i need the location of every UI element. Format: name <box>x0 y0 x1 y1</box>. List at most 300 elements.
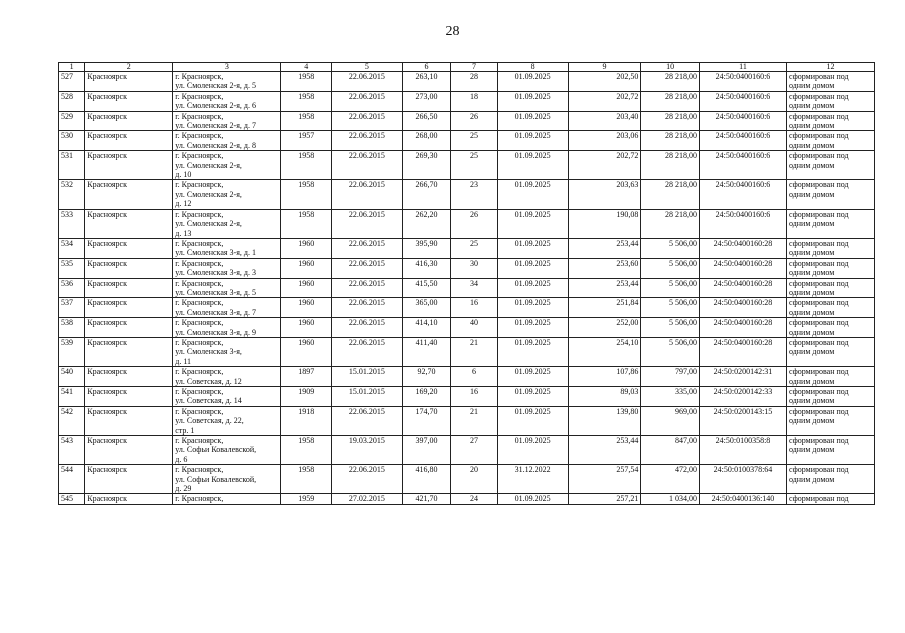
cadastral-number-cell: 24:50:0200142:33 <box>699 387 786 407</box>
row-number: 540 <box>59 367 85 387</box>
year-cell: 1958 <box>281 209 332 238</box>
address-cell <box>173 209 281 238</box>
value-cell: 203,40 <box>568 111 641 131</box>
value-cell: 251,84 <box>568 298 641 318</box>
value-cell: 202,72 <box>568 151 641 180</box>
row-number: 535 <box>59 258 85 278</box>
area-cell: 263,10 <box>402 72 451 92</box>
cadastral-number-cell: 24:50:0400160:6 <box>699 209 786 238</box>
year-cell: 1959 <box>281 494 332 504</box>
count-cell: 25 <box>451 131 498 151</box>
note-cell <box>786 72 874 92</box>
land-area-cell: 28 218,00 <box>641 72 700 92</box>
table-row <box>59 318 875 338</box>
address-cell <box>173 318 281 338</box>
address-cell-line: г. Красноярск, <box>175 151 224 161</box>
note-cell-line: сформирован под <box>788 278 849 288</box>
city-cell: Красноярск <box>85 465 173 494</box>
year-cell: 1960 <box>281 258 332 278</box>
address-cell <box>173 465 281 494</box>
deadline-date-cell: 01.09.2025 <box>497 318 568 338</box>
land-area-cell: 28 218,00 <box>641 209 700 238</box>
note-cell <box>786 337 874 366</box>
address-cell-line: г. Красноярск, <box>175 337 224 347</box>
deadline-date-cell: 01.09.2025 <box>497 278 568 298</box>
land-area-cell: 5 506,00 <box>641 298 700 318</box>
date-cell: 22.06.2015 <box>331 209 402 238</box>
note-cell-line: одним домом <box>788 445 835 455</box>
land-area-cell: 28 218,00 <box>641 131 700 151</box>
note-cell-line: одним домом <box>788 160 835 170</box>
year-cell: 1960 <box>281 298 332 318</box>
address-cell-line: г. Красноярск, <box>175 465 224 475</box>
date-cell: 22.06.2015 <box>331 91 402 111</box>
address-cell-line: ул. Смоленская 3-я, д. 3 <box>175 268 256 278</box>
address-cell-line: г. Красноярск, <box>175 131 224 141</box>
note-cell <box>786 258 874 278</box>
address-cell-line: г. Красноярск, <box>175 91 224 101</box>
city-cell: Красноярск <box>85 278 173 298</box>
column-header: 6 <box>402 63 451 72</box>
row-number: 541 <box>59 387 85 407</box>
header-row <box>59 63 875 72</box>
year-cell: 1897 <box>281 367 332 387</box>
deadline-date-cell: 01.09.2025 <box>497 387 568 407</box>
city-cell: Красноярск <box>85 494 173 504</box>
table-row <box>59 209 875 238</box>
year-cell: 1958 <box>281 111 332 131</box>
value-cell: 253,44 <box>568 436 641 465</box>
year-cell: 1958 <box>281 465 332 494</box>
note-cell-line: одним домом <box>788 396 835 406</box>
address-cell <box>173 298 281 318</box>
value-cell: 252,00 <box>568 318 641 338</box>
city-cell: Красноярск <box>85 298 173 318</box>
area-cell: 268,00 <box>402 131 451 151</box>
count-cell: 30 <box>451 258 498 278</box>
row-number: 539 <box>59 337 85 366</box>
address-cell <box>173 238 281 258</box>
note-cell-line: одним домом <box>788 248 835 258</box>
deadline-date-cell: 01.09.2025 <box>497 406 568 435</box>
address-cell <box>173 367 281 387</box>
date-cell: 22.06.2015 <box>331 151 402 180</box>
area-cell: 262,20 <box>402 209 451 238</box>
note-cell <box>786 209 874 238</box>
city-cell: Красноярск <box>85 318 173 338</box>
address-cell-line: ул. Смоленская 2-я, <box>175 160 242 170</box>
note-cell-line: одним домом <box>788 268 835 278</box>
date-cell: 22.06.2015 <box>331 406 402 435</box>
address-cell-line: г. Красноярск, <box>175 111 224 121</box>
address-cell-line: ул. Смоленская 2-я, д. 5 <box>175 81 256 91</box>
address-cell-line: ул. Софьи Ковалевской, <box>175 474 257 484</box>
note-cell-line: одним домом <box>788 101 835 111</box>
note-cell-line: сформирован под <box>788 465 849 475</box>
note-cell <box>786 387 874 407</box>
area-cell: 411,40 <box>402 337 451 366</box>
row-number: 528 <box>59 91 85 111</box>
table-row <box>59 238 875 258</box>
value-cell: 202,72 <box>568 91 641 111</box>
year-cell: 1918 <box>281 406 332 435</box>
year-cell: 1958 <box>281 436 332 465</box>
address-cell-line: ул. Смоленская 3-я, д. 7 <box>175 307 256 317</box>
note-cell-line: одним домом <box>788 474 835 484</box>
count-cell: 40 <box>451 318 498 338</box>
table-row <box>59 131 875 151</box>
row-number: 534 <box>59 238 85 258</box>
cadastral-number-cell: 24:50:0200142:31 <box>699 367 786 387</box>
note-cell-line: сформирован под <box>788 318 849 328</box>
value-cell: 254,10 <box>568 337 641 366</box>
row-number: 532 <box>59 180 85 209</box>
column-header: 9 <box>568 63 641 72</box>
cadastral-number-cell: 24:50:0400160:28 <box>699 258 786 278</box>
deadline-date-cell: 01.09.2025 <box>497 238 568 258</box>
note-cell-line: одним домом <box>788 416 835 426</box>
year-cell: 1960 <box>281 337 332 366</box>
count-cell: 21 <box>451 337 498 366</box>
address-cell-line: ул. Смоленская 2-я, <box>175 219 242 229</box>
deadline-date-cell: 01.09.2025 <box>497 337 568 366</box>
count-cell: 18 <box>451 91 498 111</box>
city-cell: Красноярск <box>85 387 173 407</box>
note-cell <box>786 278 874 298</box>
area-cell: 266,50 <box>402 111 451 131</box>
row-number: 538 <box>59 318 85 338</box>
address-cell-line: г. Красноярск, <box>175 387 224 396</box>
note-cell-line: сформирован под <box>788 258 849 268</box>
note-cell-line: сформирован под <box>788 436 849 446</box>
land-area-cell: 472,00 <box>641 465 700 494</box>
value-cell: 257,54 <box>568 465 641 494</box>
date-cell: 22.06.2015 <box>331 318 402 338</box>
count-cell: 27 <box>451 436 498 465</box>
year-cell: 1960 <box>281 318 332 338</box>
column-header: 8 <box>497 63 568 72</box>
address-cell-line: д. 11 <box>175 356 192 366</box>
land-area-cell: 335,00 <box>641 387 700 407</box>
count-cell: 23 <box>451 180 498 209</box>
land-area-cell: 5 506,00 <box>641 258 700 278</box>
address-cell-line: г. Красноярск, <box>175 494 224 504</box>
date-cell: 22.06.2015 <box>331 131 402 151</box>
table-row <box>59 278 875 298</box>
note-cell-line: одним домом <box>788 307 835 317</box>
deadline-date-cell: 01.09.2025 <box>497 72 568 92</box>
count-cell: 26 <box>451 111 498 131</box>
area-cell: 397,00 <box>402 436 451 465</box>
row-number: 529 <box>59 111 85 131</box>
city-cell: Красноярск <box>85 209 173 238</box>
deadline-date-cell: 01.09.2025 <box>497 180 568 209</box>
note-cell-line: сформирован под <box>788 131 849 141</box>
address-cell <box>173 337 281 366</box>
note-cell <box>786 91 874 111</box>
deadline-date-cell: 01.09.2025 <box>497 131 568 151</box>
table-row <box>59 494 875 504</box>
address-cell-line: ул. Софьи Ковалевской, <box>175 445 257 455</box>
deadline-date-cell: 01.09.2025 <box>497 151 568 180</box>
note-cell <box>786 494 874 504</box>
year-cell: 1909 <box>281 387 332 407</box>
row-number: 537 <box>59 298 85 318</box>
note-cell-line: сформирован под <box>788 367 849 377</box>
address-cell-line: ул. Смоленская 2-я, д. 8 <box>175 140 256 150</box>
table-body <box>59 72 875 505</box>
note-cell-line: одним домом <box>788 81 835 91</box>
address-cell-line: г. Красноярск, <box>175 318 224 328</box>
note-cell-line: сформирован под <box>788 298 849 308</box>
registry-table <box>58 62 875 505</box>
count-cell: 16 <box>451 298 498 318</box>
count-cell: 21 <box>451 406 498 435</box>
cadastral-number-cell: 24:50:0400160:6 <box>699 131 786 151</box>
area-cell: 365,00 <box>402 298 451 318</box>
cadastral-number-cell: 24:50:0400160:6 <box>699 91 786 111</box>
count-cell: 34 <box>451 278 498 298</box>
table-row <box>59 298 875 318</box>
cadastral-number-cell: 24:50:0400160:28 <box>699 278 786 298</box>
address-cell <box>173 278 281 298</box>
address-cell-line: ул. Смоленская 2-я, д. 6 <box>175 101 256 111</box>
address-cell-line: д. 29 <box>175 484 192 494</box>
address-cell <box>173 258 281 278</box>
land-area-cell: 28 218,00 <box>641 180 700 209</box>
note-cell-line: одним домом <box>788 376 835 386</box>
note-cell-line: одним домом <box>788 287 835 297</box>
date-cell: 27.02.2015 <box>331 494 402 504</box>
land-area-cell: 1 034,00 <box>641 494 700 504</box>
cadastral-number-cell: 24:50:0200143:15 <box>699 406 786 435</box>
address-cell <box>173 131 281 151</box>
address-cell-line: ул. Советская, д. 22, <box>175 416 244 426</box>
column-header: 4 <box>281 63 332 72</box>
address-cell-line: д. 13 <box>175 228 192 238</box>
address-cell-line: ул. Советская, д. 12 <box>175 376 242 386</box>
value-cell: 203,63 <box>568 180 641 209</box>
value-cell: 139,80 <box>568 406 641 435</box>
address-cell <box>173 436 281 465</box>
area-cell: 169,20 <box>402 387 451 407</box>
area-cell: 269,30 <box>402 151 451 180</box>
table-row <box>59 91 875 111</box>
row-number: 530 <box>59 131 85 151</box>
cadastral-number-cell: 24:50:0400160:6 <box>699 180 786 209</box>
year-cell: 1958 <box>281 180 332 209</box>
city-cell: Красноярск <box>85 367 173 387</box>
count-cell: 16 <box>451 387 498 407</box>
city-cell: Красноярск <box>85 258 173 278</box>
column-header: 11 <box>699 63 786 72</box>
value-cell: 257,21 <box>568 494 641 504</box>
deadline-date-cell: 01.09.2025 <box>497 258 568 278</box>
cadastral-number-cell: 24:50:0400160:6 <box>699 72 786 92</box>
table-row <box>59 72 875 92</box>
note-cell <box>786 318 874 338</box>
city-cell: Красноярск <box>85 131 173 151</box>
area-cell: 416,30 <box>402 258 451 278</box>
year-cell: 1958 <box>281 91 332 111</box>
address-cell-line: г. Красноярск, <box>175 180 224 190</box>
row-number: 544 <box>59 465 85 494</box>
address-cell-line: ул. Смоленская 3-я, д. 9 <box>175 327 256 337</box>
deadline-date-cell: 01.09.2025 <box>497 367 568 387</box>
address-cell-line: ул. Советская, д. 14 <box>175 396 242 406</box>
row-number: 545 <box>59 494 85 504</box>
land-area-cell: 5 506,00 <box>641 318 700 338</box>
address-cell-line: г. Красноярск, <box>175 72 224 81</box>
cadastral-number-cell: 24:50:0400160:6 <box>699 111 786 131</box>
date-cell: 15.01.2015 <box>331 367 402 387</box>
note-cell <box>786 111 874 131</box>
note-cell-line: сформирован под <box>788 91 849 101</box>
city-cell: Красноярск <box>85 111 173 131</box>
count-cell: 20 <box>451 465 498 494</box>
land-area-cell: 847,00 <box>641 436 700 465</box>
city-cell: Красноярск <box>85 72 173 92</box>
address-cell-line: ул. Смоленская 2-я, <box>175 189 242 199</box>
note-cell-line: одним домом <box>788 189 835 199</box>
row-number: 543 <box>59 436 85 465</box>
deadline-date-cell: 01.09.2025 <box>497 111 568 131</box>
table-row <box>59 367 875 387</box>
year-cell: 1958 <box>281 72 332 92</box>
area-cell: 273,00 <box>402 91 451 111</box>
value-cell: 89,03 <box>568 387 641 407</box>
address-cell-line: стр. 1 <box>175 425 195 435</box>
area-cell: 421,70 <box>402 494 451 504</box>
deadline-date-cell: 01.09.2025 <box>497 209 568 238</box>
table-row <box>59 406 875 435</box>
note-cell <box>786 180 874 209</box>
table-row <box>59 151 875 180</box>
area-cell: 415,50 <box>402 278 451 298</box>
address-cell-line: г. Красноярск, <box>175 436 224 446</box>
note-cell-line: сформирован под <box>788 387 849 396</box>
address-cell-line: г. Красноярск, <box>175 406 224 416</box>
cadastral-number-cell: 24:50:0400160:28 <box>699 298 786 318</box>
address-cell-line: г. Красноярск, <box>175 298 224 308</box>
note-cell-line: сформирован под <box>788 494 849 504</box>
count-cell: 25 <box>451 151 498 180</box>
address-cell-line: ул. Смоленская 2-я, д. 7 <box>175 121 256 131</box>
note-cell-line: сформирован под <box>788 111 849 121</box>
note-cell-line: сформирован под <box>788 209 849 219</box>
page-number: 28 <box>445 24 460 39</box>
city-cell: Красноярск <box>85 337 173 366</box>
address-cell-line: ул. Смоленская 3-я, д. 1 <box>175 248 256 258</box>
land-area-cell: 5 506,00 <box>641 337 700 366</box>
address-cell-line: г. Красноярск, <box>175 258 224 268</box>
land-area-cell: 5 506,00 <box>641 278 700 298</box>
city-cell: Красноярск <box>85 180 173 209</box>
row-number: 542 <box>59 406 85 435</box>
land-area-cell: 5 506,00 <box>641 238 700 258</box>
value-cell: 253,60 <box>568 258 641 278</box>
deadline-date-cell: 01.09.2025 <box>497 436 568 465</box>
note-cell <box>786 436 874 465</box>
cadastral-number-cell: 24:50:0100378:64 <box>699 465 786 494</box>
land-area-cell: 797,00 <box>641 367 700 387</box>
area-cell: 416,80 <box>402 465 451 494</box>
address-cell-line: ул. Смоленская 3-я, д. 5 <box>175 287 256 297</box>
address-cell <box>173 111 281 131</box>
year-cell: 1957 <box>281 131 332 151</box>
note-cell-line: одним домом <box>788 327 835 337</box>
column-header: 3 <box>173 63 281 72</box>
note-cell-line: сформирован под <box>788 238 849 248</box>
address-cell-line: г. Красноярск, <box>175 278 224 288</box>
address-cell <box>173 387 281 407</box>
land-area-cell: 969,00 <box>641 406 700 435</box>
cadastral-number-cell: 24:50:0400160:28 <box>699 337 786 366</box>
date-cell: 22.06.2015 <box>331 72 402 92</box>
value-cell: 190,08 <box>568 209 641 238</box>
date-cell: 22.06.2015 <box>331 465 402 494</box>
table-row <box>59 111 875 131</box>
value-cell: 202,50 <box>568 72 641 92</box>
city-cell: Красноярск <box>85 238 173 258</box>
address-cell <box>173 72 281 92</box>
date-cell: 22.06.2015 <box>331 337 402 366</box>
column-header: 5 <box>331 63 402 72</box>
table-row <box>59 465 875 494</box>
date-cell: 22.06.2015 <box>331 111 402 131</box>
land-area-cell: 28 218,00 <box>641 91 700 111</box>
note-cell-line: сформирован под <box>788 72 849 81</box>
note-cell <box>786 367 874 387</box>
city-cell: Красноярск <box>85 151 173 180</box>
year-cell: 1958 <box>281 151 332 180</box>
column-header: 7 <box>451 63 498 72</box>
note-cell-line: одним домом <box>788 219 835 229</box>
row-number: 527 <box>59 72 85 92</box>
note-cell <box>786 131 874 151</box>
address-cell-line: г. Красноярск, <box>175 367 224 377</box>
note-cell <box>786 298 874 318</box>
value-cell: 253,44 <box>568 238 641 258</box>
column-header: 12 <box>786 63 874 72</box>
row-number: 536 <box>59 278 85 298</box>
date-cell: 15.01.2015 <box>331 387 402 407</box>
land-area-cell: 28 218,00 <box>641 151 700 180</box>
note-cell-line: одним домом <box>788 121 835 131</box>
value-cell: 253,44 <box>568 278 641 298</box>
note-cell <box>786 465 874 494</box>
table-row <box>59 337 875 366</box>
date-cell: 19.03.2015 <box>331 436 402 465</box>
note-cell-line: сформирован под <box>788 180 849 190</box>
address-cell-line: д. 12 <box>175 199 192 209</box>
address-cell-line: ул. Смоленская 3-я, <box>175 347 242 357</box>
city-cell: Красноярск <box>85 406 173 435</box>
address-cell <box>173 406 281 435</box>
date-cell: 22.06.2015 <box>331 180 402 209</box>
note-cell-line: одним домом <box>788 347 835 357</box>
table-row <box>59 180 875 209</box>
deadline-date-cell: 31.12.2022 <box>497 465 568 494</box>
value-cell: 203,06 <box>568 131 641 151</box>
area-cell: 414,10 <box>402 318 451 338</box>
area-cell: 395,90 <box>402 238 451 258</box>
area-cell: 174,70 <box>402 406 451 435</box>
date-cell: 22.06.2015 <box>331 278 402 298</box>
address-cell-line: д. 10 <box>175 170 192 180</box>
table-row <box>59 436 875 465</box>
count-cell: 25 <box>451 238 498 258</box>
